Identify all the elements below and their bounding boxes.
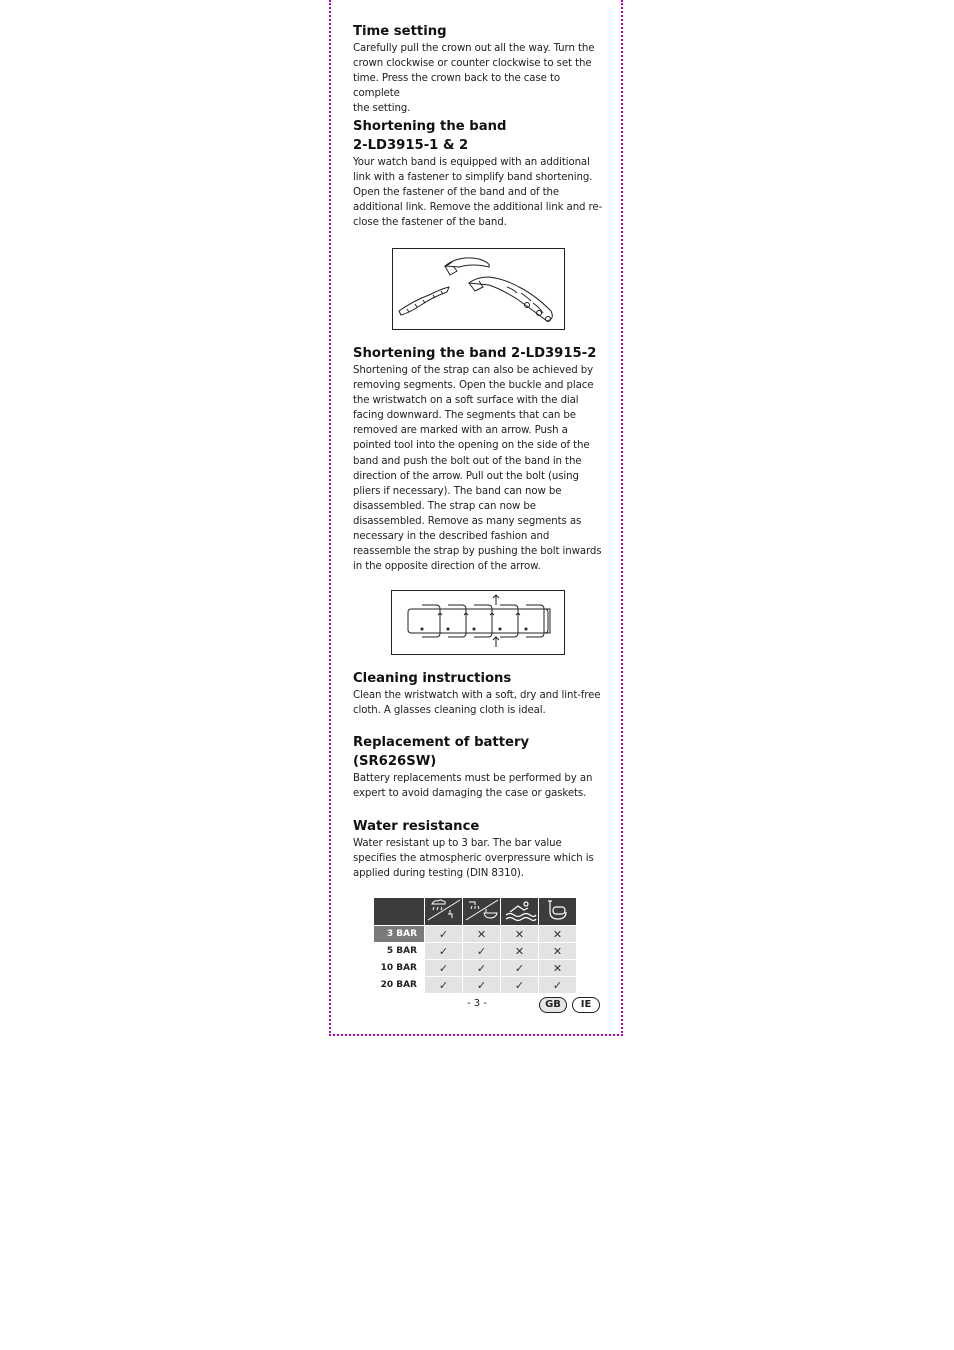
table-row xyxy=(374,977,576,993)
row-label: 10 BAR xyxy=(374,960,424,976)
manual-page xyxy=(329,0,623,1036)
text-time-setting: Carefully pull the crown out all the way. Turn the crown clockwise or counter clockwise to set the time. Press the crown back to the case to complete the setting. xyxy=(353,43,595,115)
section-shortening-band-1 xyxy=(353,117,605,230)
table-row xyxy=(374,943,576,959)
badge-ie: IE xyxy=(572,997,600,1013)
check-icon: ✓ xyxy=(539,977,576,993)
check-icon: ✓ xyxy=(425,943,462,959)
section-shortening-band-2 xyxy=(353,344,605,574)
section-time-setting xyxy=(353,22,605,116)
section-water-resistance xyxy=(353,817,605,881)
check-icon: ✓ xyxy=(463,960,500,976)
heading-time-setting: Time setting xyxy=(353,24,447,39)
cross-icon: ✕ xyxy=(539,943,576,959)
band-fastener-illustration xyxy=(392,248,565,330)
heading-cleaning: Cleaning instructions xyxy=(353,671,512,686)
table-header-blank xyxy=(374,898,424,925)
check-icon: ✓ xyxy=(501,960,538,976)
cross-icon: ✕ xyxy=(501,943,538,959)
swimming-icon xyxy=(501,898,538,925)
row-label: 3 BAR xyxy=(374,926,424,942)
heading-battery: Replacement of battery (SR626SW) xyxy=(353,735,530,769)
check-icon: ✓ xyxy=(463,977,500,993)
badge-gb: GB xyxy=(539,997,567,1013)
row-label: 5 BAR xyxy=(374,943,424,959)
check-icon: ✓ xyxy=(425,926,462,942)
snorkel-icon xyxy=(539,898,576,925)
water-resistance-table xyxy=(373,897,577,994)
table-header-row xyxy=(374,898,576,925)
band-links-drawing xyxy=(393,249,564,329)
row-label: 20 BAR xyxy=(374,977,424,993)
band-segments-drawing xyxy=(392,591,564,654)
text-shortening-band-1: Your watch band is equipped with an additional link with a fastener to simplify band shortening. Open the fastener of the band and of the additional link. Remove the additional link and re- close the fastener of the band. xyxy=(353,157,603,229)
shower-bath-icon xyxy=(463,898,500,925)
rain-splash-icon xyxy=(425,898,462,925)
cross-icon: ✕ xyxy=(539,960,576,976)
section-battery xyxy=(353,733,605,801)
text-cleaning: Clean the wristwatch with a soft, dry and lint-free cloth. A glasses cleaning cloth is ideal. xyxy=(353,690,601,717)
table-row xyxy=(374,960,576,976)
heading-shortening-band-1: Shortening the band 2-LD3915-1 & 2 xyxy=(353,119,507,153)
check-icon: ✓ xyxy=(501,977,538,993)
table-row xyxy=(374,926,576,942)
band-segments-illustration xyxy=(391,590,565,655)
text-water-resistance: Water resistant up to 3 bar. The bar value specifies the atmospheric overpressure which is applied during testing (DIN 8310). xyxy=(353,838,594,880)
section-cleaning xyxy=(353,669,605,718)
page-number: - 3 - xyxy=(467,998,487,1009)
heading-water-resistance: Water resistance xyxy=(353,819,480,834)
cross-icon: ✕ xyxy=(539,926,576,942)
text-battery: Battery replacements must be performed by an expert to avoid damaging the case or gaskets. xyxy=(353,773,593,800)
heading-shortening-band-2: Shortening the band 2-LD3915-2 xyxy=(353,346,597,361)
text-shortening-band-2: Shortening of the strap can also be achieved by removing segments. Open the buckle and place the wristwatch on a soft surface with the dial facing downward. The segments that can be removed are marked with an arrow. Push a pointed tool into the opening on the side of the band and push the bolt out of the band in the direction of the arrow. Pull out the bolt (using pliers if necessary). The band can now be disassembled. The strap can now be disassembled. Remove as many segments as necessary in the described fashion and reassemble the strap by pushing the bolt inwards in the opposite direction of the arrow. xyxy=(353,365,602,573)
cross-icon: ✕ xyxy=(501,926,538,942)
check-icon: ✓ xyxy=(463,943,500,959)
check-icon: ✓ xyxy=(425,977,462,993)
cross-icon: ✕ xyxy=(463,926,500,942)
check-icon: ✓ xyxy=(425,960,462,976)
